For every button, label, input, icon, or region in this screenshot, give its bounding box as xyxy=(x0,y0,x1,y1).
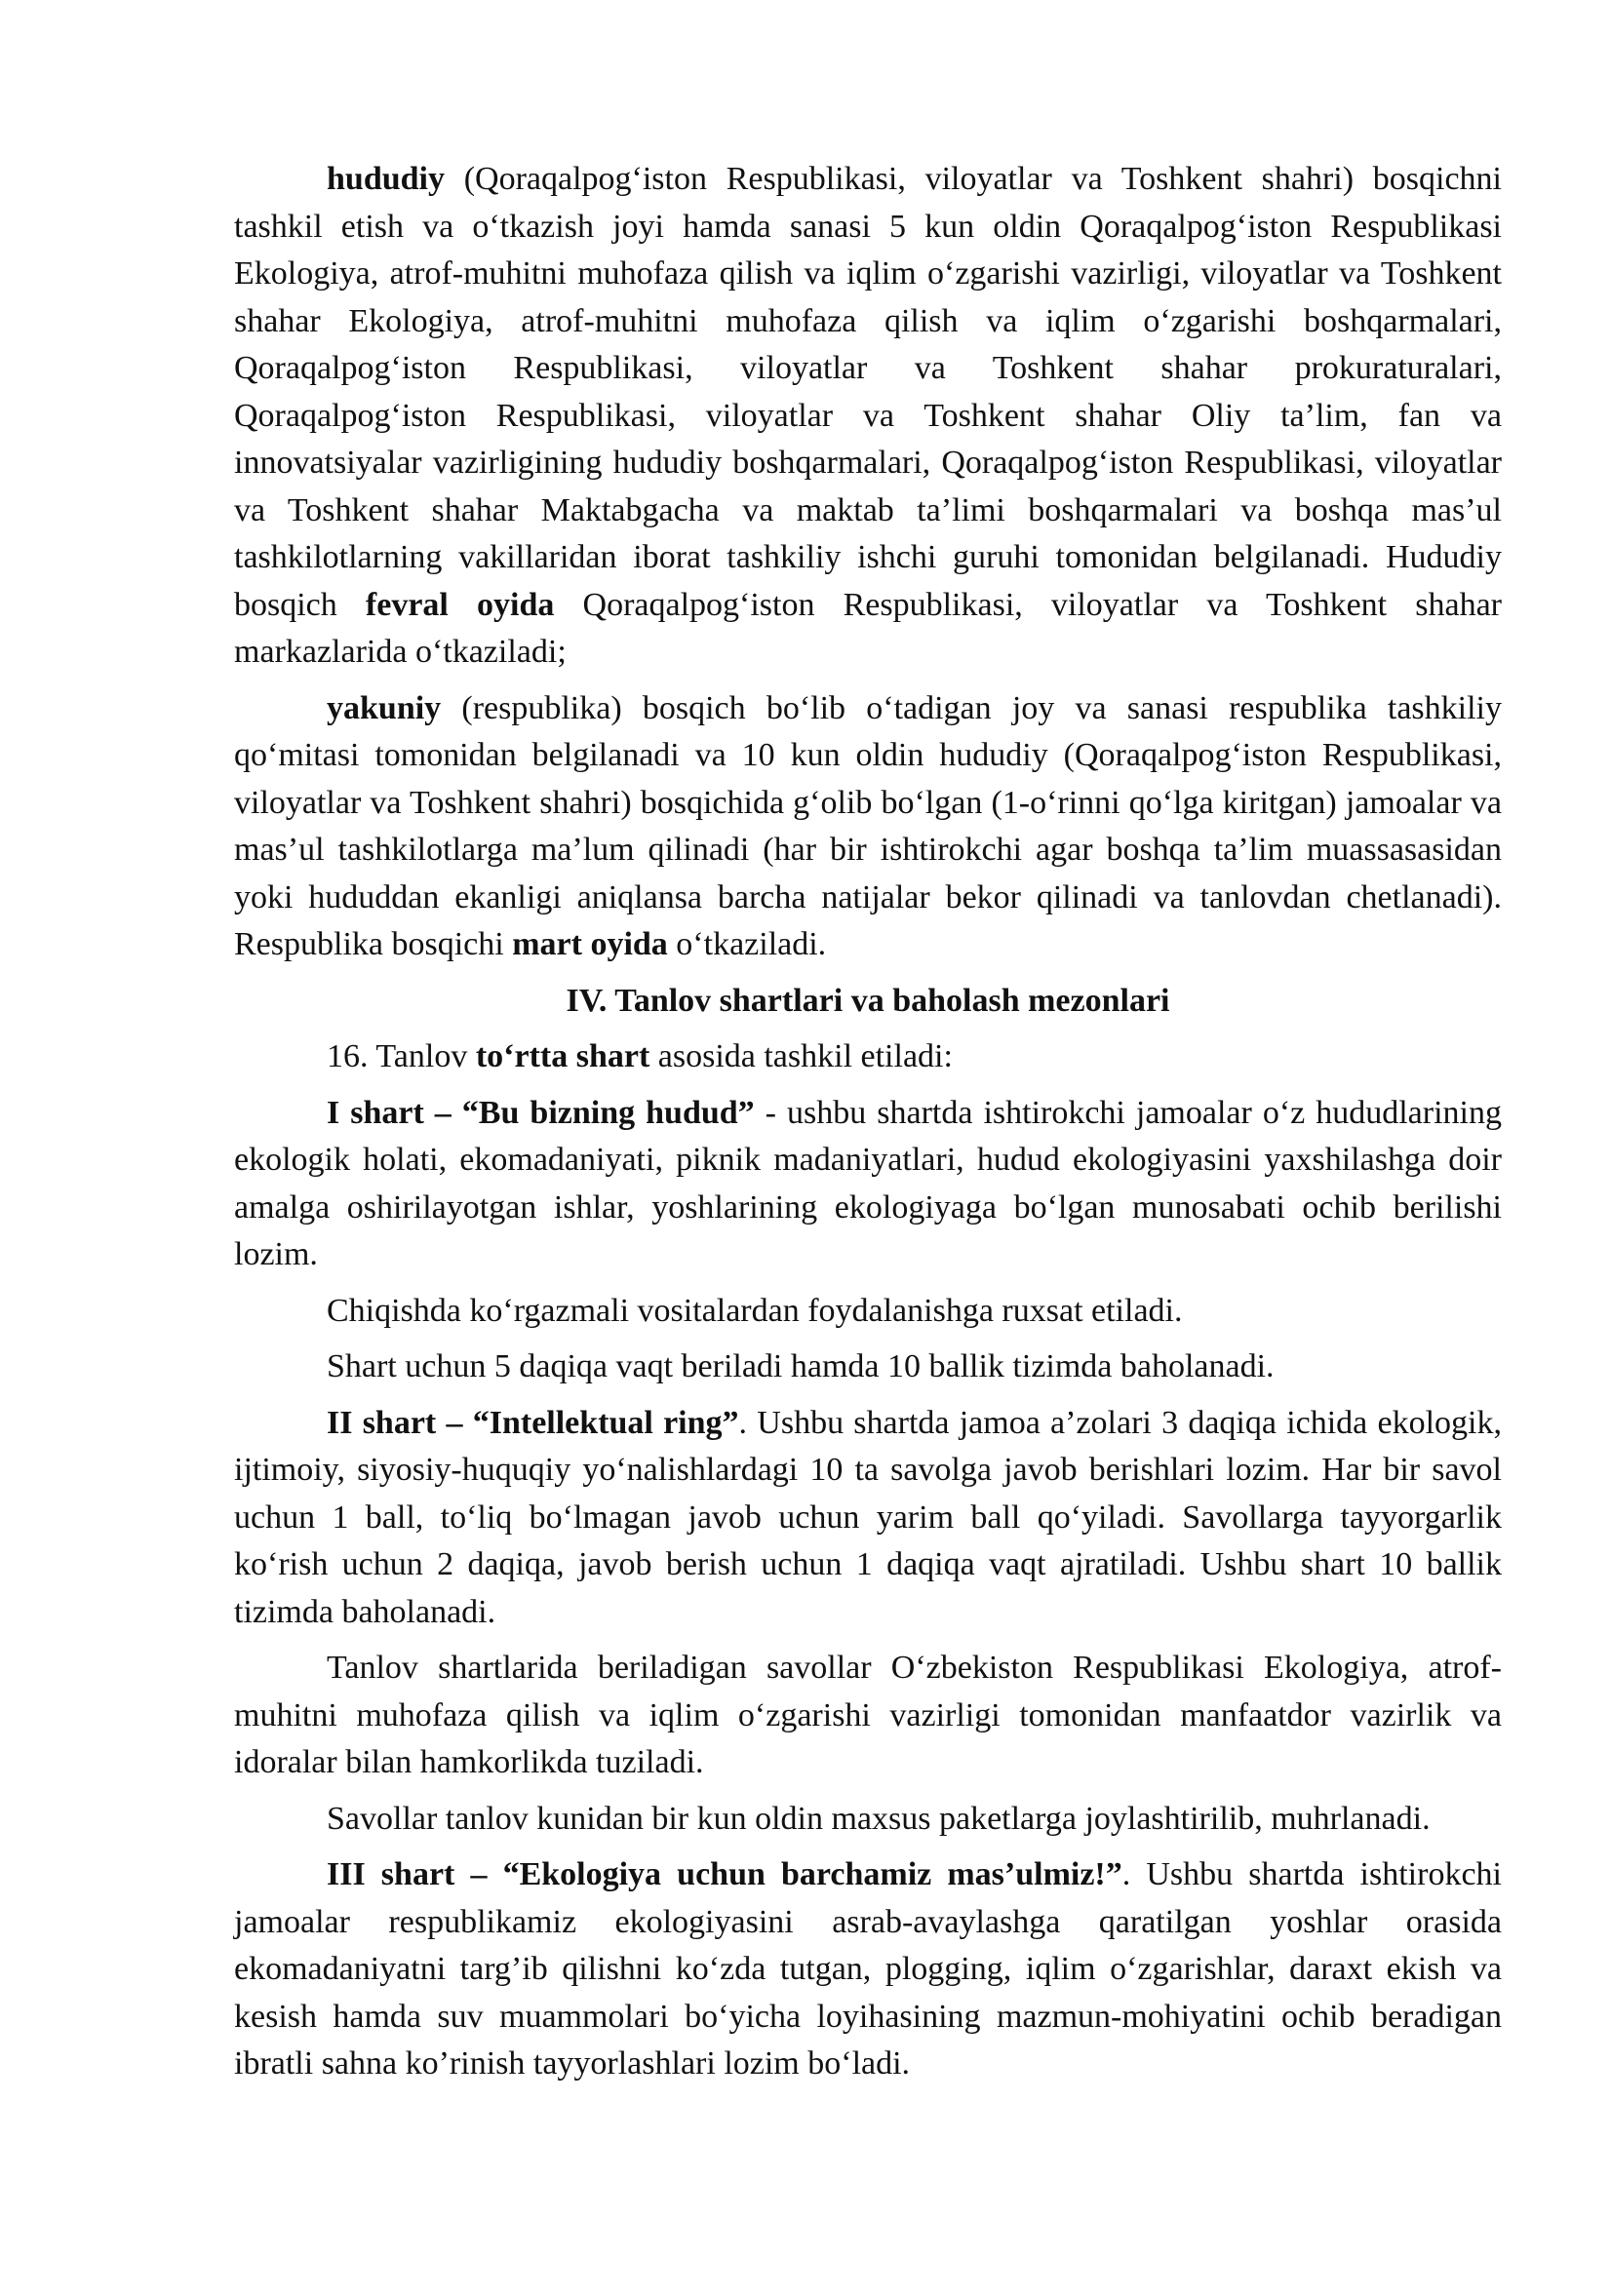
paragraph-16 xyxy=(234,1033,1502,1081)
paragraph-shart-3 xyxy=(234,1851,1502,2088)
document-page xyxy=(234,156,1502,2097)
shart-3-title: III shart – “Ekologiya uchun barchamiz mas’ulmiz!” xyxy=(327,1856,1122,1892)
term-fevral-oyida: fevral oyida xyxy=(365,586,555,623)
section-heading: IV. Tanlov shartlari va baholash mezonlari xyxy=(566,982,1170,1019)
paragraph-text: - ushbu shartda ishtirokchi jamoalar o‘z hududlarining ekologik holati, ekomadaniyati, piknik madaniyatlari, hudud ekologiyasini yaxshilashga doir amalga oshirilayotgan ishlar, yoshlarining ekologiyaga bo‘lgan munosabati ochib berilishi lozim. xyxy=(234,1094,1502,1272)
paragraph-text: (Qoraqalpog‘iston Respublikasi, viloyatlar va Toshkent shahri) bosqichni tashkil etish va o‘tkazish joyi hamda sanasi 5 kun oldin Qoraqalpog‘iston Respublikasi Ekologiya, atrof-muhitni muhofaza qilish va iqlim o‘zgarishi vazirligi, viloyatlar va Toshkent shahar Ekologiya, atrof-muhitni muhofaza qilish va iqlim o‘zgarishi boshqarmalari, Qoraqalpog‘iston Respublikasi, viloyatlar va Toshkent shahar prokuraturalari, Qoraqalpog‘iston Respublikasi, viloyatlar va Toshkent shahar Oliy ta’lim, fan va innovatsiyalar vazirligining hududiy boshqarmalari, Qoraqalpog‘iston Respublikasi, viloyatlar va Toshkent shahar Maktabgacha va maktab ta’limi boshqarmalari va boshqa mas’ul tashkilotlarning vakillaridan iborat tashkiliy ishchi guruhi tomonidan belgilanadi. Hududiy bosqich xyxy=(234,161,1502,623)
paragraph-text: Qoraqalpog‘iston Respublikasi, viloyatlar va Toshkent shahar markazlarida o‘tkaziladi; xyxy=(234,586,1502,670)
paragraph-text: (respublika) bosqich bo‘lib o‘tadigan joy va sanasi respublika tashkiliy qo‘mitasi tomonidan belgilanadi va 10 kun oldin hududiy (Qoraqalpog‘iston Respublikasi, viloyatlar va Toshkent shahri) bosqichida g‘olib bo‘lgan (1-o‘rinni qo‘lga kiritgan) jamoalar va mas’ul tashkilotlarga ma’lum qilinadi (har bir ishtirokchi agar boshqa ta’lim muassasasidan yoki hududdan ekanligi aniqlansa barcha natijalar bekor qilinadi va tanlovdan chetlanadi). Respublika bosqichi xyxy=(234,689,1502,962)
paragraph-shart-vaqt: Shart uchun 5 daqiqa vaqt beriladi hamda 10 ballik tizimda baholanadi. xyxy=(327,1348,1275,1384)
term-tortta-shart: to‘rtta shart xyxy=(475,1038,650,1074)
shart-2-title: II shart – “Intellektual ring” xyxy=(327,1404,739,1441)
paragraph-text: . Ushbu shartda jamoa a’zolari 3 daqiqa ichida ekologik, ijtimoiy, siyosiy-huquqiy yo‘nalishlardagi 10 ta savolga javob berishlari lozim. Har bir savol uchun 1 ball, to‘liq bo‘lmagan javob uchun yarim ball qo‘yiladi. Savollarga tayyorgarlik ko‘rish uchun 2 daqiqa, javob berish uchun 1 daqiqa vaqt ajratiladi. Ushbu shart 10 ballik tizimda baholanadi. xyxy=(234,1404,1502,1630)
paragraph-yakuniy xyxy=(234,685,1502,969)
shart-1-title: I shart – “Bu bizning hudud” xyxy=(327,1094,755,1131)
paragraph-savollar-1: Tanlov shartlarida beriladigan savollar O‘zbekiston Respublikasi Ekologiya, atrof-muhitni muhofaza qilish va iqlim o‘zgarishi vazirligi tomonidan manfaatdor vazirlik va idoralar bilan hamkorlikda tuziladi. xyxy=(234,1650,1502,1780)
paragraph-chiqish: Chiqishda ko‘rgazmali vositalardan foydalanishga ruxsat etiladi. xyxy=(327,1292,1183,1329)
paragraph-text: asosida tashkil etiladi: xyxy=(649,1038,953,1074)
term-hududiy: hududiy xyxy=(327,161,445,197)
paragraph-hududiy xyxy=(234,156,1502,677)
paragraph-text: 16. Tanlov xyxy=(327,1038,476,1074)
paragraph-savollar-2: Savollar tanlov kunidan bir kun oldin maxsus paketlarga joylashtirilib, muhrlanadi. xyxy=(327,1800,1431,1837)
paragraph-shart-2 xyxy=(234,1400,1502,1637)
paragraph-text: o‘tkaziladi. xyxy=(667,926,827,962)
term-yakuniy: yakuniy xyxy=(327,689,442,726)
paragraph-shart-1 xyxy=(234,1090,1502,1279)
term-mart-oyida: mart oyida xyxy=(512,926,668,962)
paragraph-text: . Ushbu shartda ishtirokchi jamoalar respublikamiz ekologiyasini asrab-avaylashga qaratilgan yoshlar orasida ekomadaniyatni targ’ib qilishni ko‘zda tutgan, plogging, iqlim o‘zgarishlar, daraxt ekish va kesish hamda suv muammolari bo‘yicha loyihasining mazmun-mohiyatini ochib beradigan ibratli sahna ko’rinish tayyorlashlari lozim bo‘ladi. xyxy=(234,1856,1502,2082)
